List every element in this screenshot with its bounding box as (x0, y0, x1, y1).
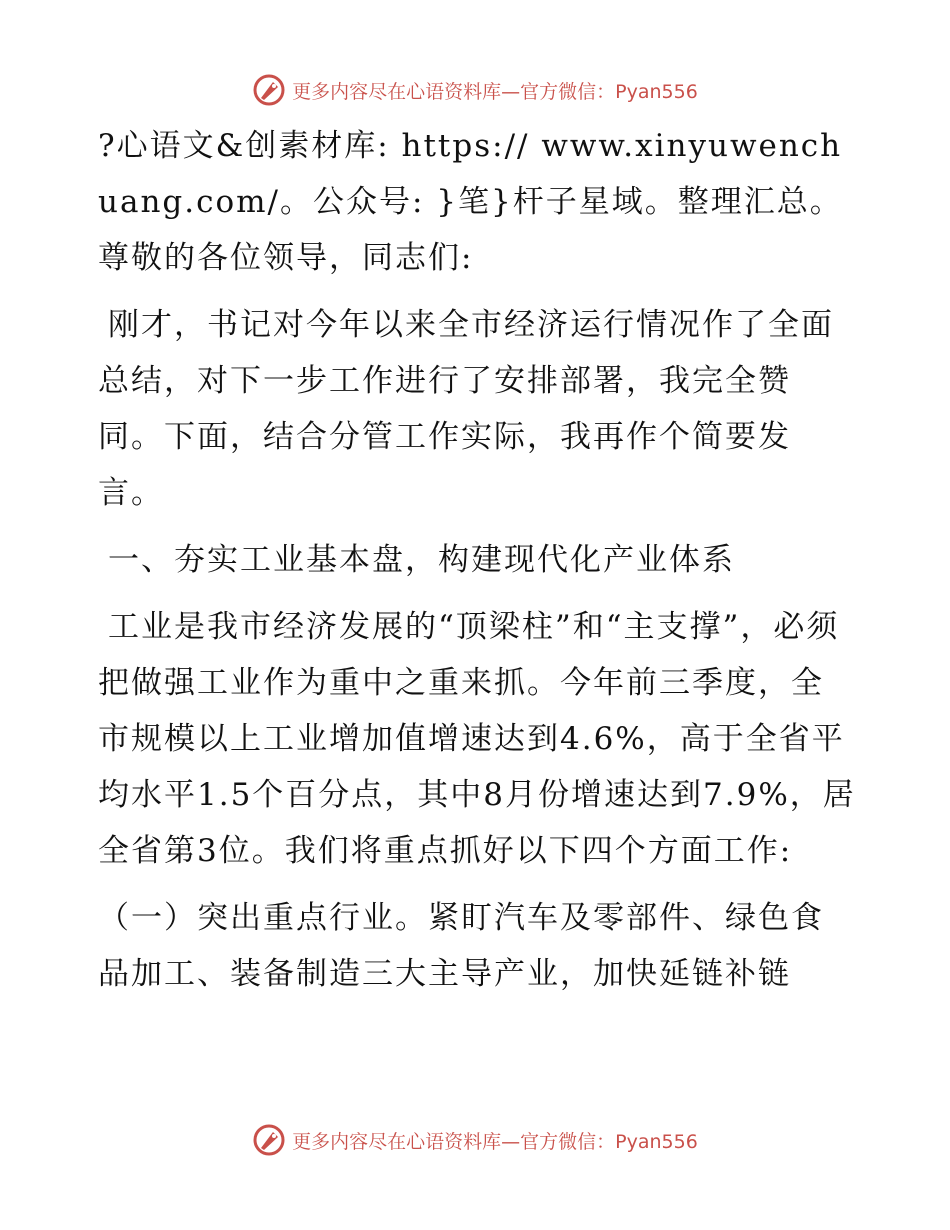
footer-banner (0, 1120, 950, 1160)
section-heading-1: 一、夯实工业基本盘，构建现代化产业体系 (108, 542, 735, 578)
pen-nib-logo-icon (252, 1123, 286, 1157)
paragraph-industry: 工业是我市经济发展的“顶梁柱”和“主支撑”，必须把做强工业作为重中之重来抓。今年前三季度，全市规模以上工业增加值增速达到4.6%，高于全省平均水平1.5个百分点，其中8月份增速达到7.9%，居全省第3位。我们将重点抓好以下四个方面工作: (98, 609, 856, 869)
header-banner (0, 70, 950, 110)
header-banner-text: 更多内容尽在心语资料库—官方微信：Pyan556 (292, 80, 698, 103)
paragraph-intro: ?心语文&创素材库: https:// www.xinyuwenchuang.com/。公众号: }笔}杆子星域。整理汇总。尊敬的各位领导，同志们: (98, 128, 843, 276)
pen-nib-logo-icon (252, 73, 286, 107)
footer-banner-text: 更多内容尽在心语资料库—官方微信：Pyan556 (292, 1130, 698, 1153)
paragraph-opening: 刚才，书记对今年以来全市经济运行情况作了全面总结，对下一步工作进行了安排部署，我完全赞同。下面，结合分管工作实际，我再作个简要发言。 (98, 307, 834, 511)
paragraph-subsection-1: （一）突出重点行业。紧盯汽车及零部件、绿色食品加工、装备制造三大主导产业，加快延链补链 (98, 900, 824, 992)
document-body (98, 118, 856, 1013)
